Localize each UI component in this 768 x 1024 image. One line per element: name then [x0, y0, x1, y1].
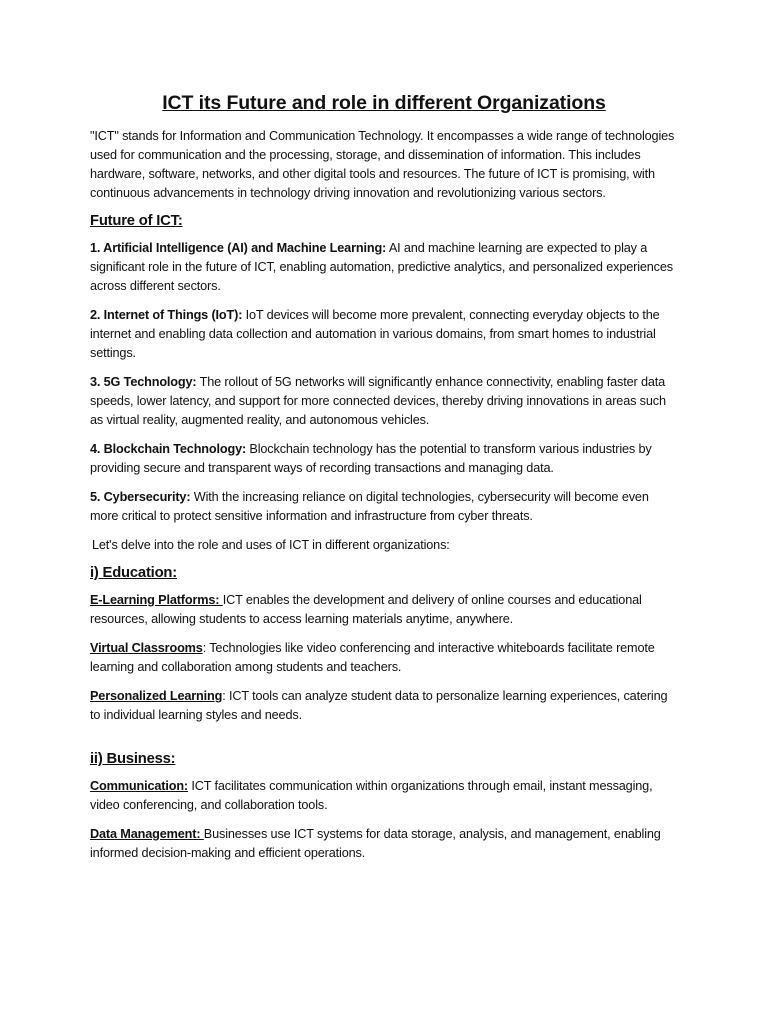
future-item-iot	[90, 306, 678, 363]
education-item-personalized-learning	[90, 687, 678, 725]
business-heading: ii) Business:	[90, 751, 176, 767]
future-item-blockchain	[90, 440, 678, 478]
education-item-label: E-Learning Platforms:	[90, 593, 223, 607]
education-item-elearning	[90, 591, 678, 629]
future-item-label: 2. Internet of Things (IoT):	[90, 308, 243, 322]
business-item-label: Communication:	[90, 779, 188, 793]
future-item-text: Blockchain technology has the potential to transform various industries by providing secure and transparent ways of recording transactions and managing data.	[90, 442, 652, 475]
education-heading: i) Education:	[90, 565, 177, 581]
future-item-text: IoT devices will become more prevalent, connecting everyday objects to the internet and enabling data collection and automation in various domains, from smart homes to industrial settings.	[90, 308, 660, 360]
business-item-text: Businesses use ICT systems for data storage, analysis, and management, enabling informed decision-making and efficient operations.	[90, 827, 661, 860]
future-item-label: 4. Blockchain Technology:	[90, 442, 247, 456]
future-item-cybersecurity	[90, 488, 678, 526]
education-item-text: : Technologies like video conferencing and interactive whiteboards facilitate remote learning and collaboration among students and teachers.	[90, 641, 655, 674]
future-item-text: The rollout of 5G networks will significantly enhance connectivity, enabling faster data speeds, lower latency, and support for more connected devices, thereby driving innovations in areas such as virtual reality, augmented reality, and autonomous vehicles.	[90, 375, 666, 427]
intro-paragraph: "ICT" stands for Information and Communication Technology. It encompasses a wide range of technologies used for communication and the processing, storage, and dissemination of information. This includes hardware, software, networks, and other digital tools and resources. The future of ICT is promising, with continuous advancements in technology driving innovation and revolutionizing various sectors.	[90, 129, 675, 200]
future-item-text: AI and machine learning are expected to play a significant role in the future of ICT, enabling automation, predictive analytics, and personalized experiences across different sectors.	[90, 241, 673, 293]
business-item-text: ICT facilitates communication within organizations through email, instant messaging, video conferencing, and collaboration tools.	[90, 779, 653, 812]
document-title: ICT its Future and role in different Organizations	[162, 92, 606, 114]
future-item-5g	[90, 373, 678, 430]
future-item-label: 3. 5G Technology:	[90, 375, 197, 389]
education-item-label: Personalized Learning	[90, 689, 223, 703]
education-item-text: : ICT tools can analyze student data to personalize learning experiences, catering to individual learning styles and needs.	[90, 689, 668, 722]
delve-paragraph: Let's delve into the role and uses of ICT in different organizations:	[92, 538, 450, 552]
future-item-label: 5. Cybersecurity:	[90, 490, 191, 504]
future-item-text: With the increasing reliance on digital technologies, cybersecurity will become even more critical to protect sensitive information and infrastructure from cyber threats.	[90, 490, 649, 523]
business-item-label: Data Management:	[90, 827, 204, 841]
future-heading: Future of ICT:	[90, 213, 183, 229]
future-item-ai	[90, 239, 678, 296]
future-item-label: 1. Artificial Intelligence (AI) and Machine Learning:	[90, 241, 387, 255]
business-item-data-management	[90, 825, 678, 863]
education-item-label: Virtual Classrooms	[90, 641, 203, 655]
business-item-communication	[90, 777, 678, 815]
education-item-text: ICT enables the development and delivery of online courses and educational resources, allowing students to access learning materials anytime, anywhere.	[90, 593, 642, 626]
education-item-virtual-classrooms	[90, 639, 678, 677]
